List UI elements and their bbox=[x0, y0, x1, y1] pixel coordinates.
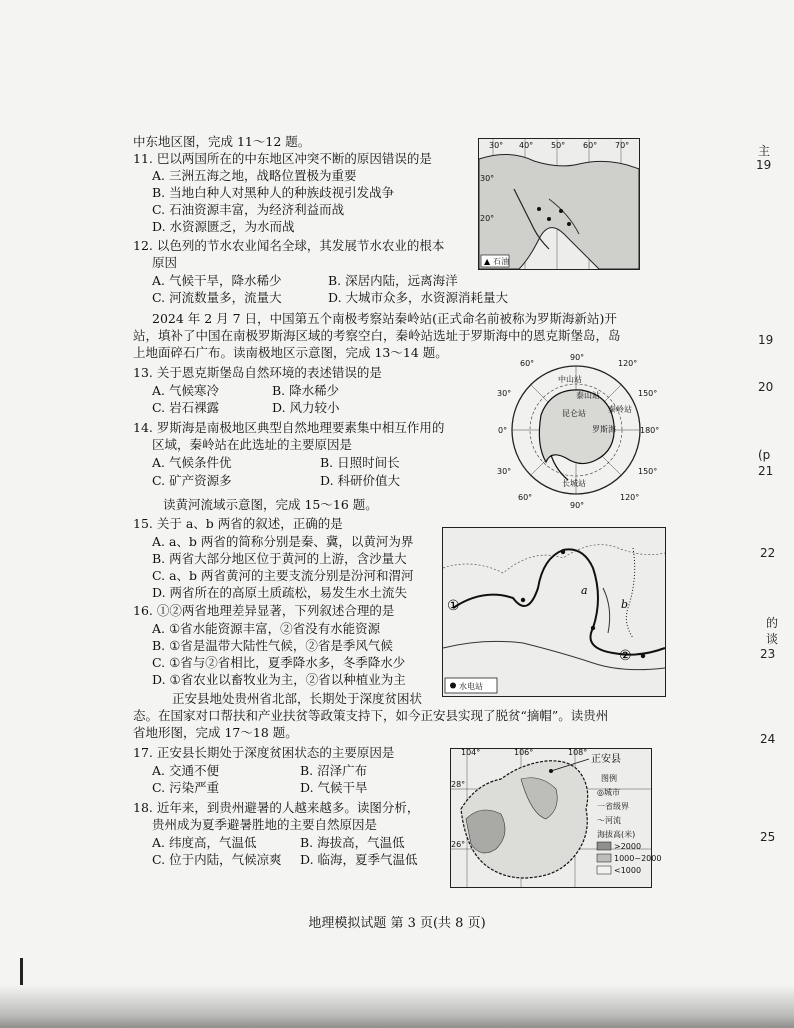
q13-option-a[interactable]: A. 气候寒冷 bbox=[152, 383, 219, 398]
q18-stem: 18. 近年来，到贵州避暑的人越来越多。读图分析， bbox=[133, 800, 420, 815]
q16-option-a[interactable]: A. ①省水能资源丰富，②省没有水能资源 bbox=[152, 621, 381, 636]
legend-border: 一省级界 bbox=[597, 802, 629, 811]
mideast-lon-label: 40° bbox=[519, 141, 534, 150]
edge-mark: 21 bbox=[758, 464, 774, 478]
intro-guizhou-2: 态。在国家对口帮扶和产业扶贫等政策支持下，如今正安县实现了脱贫“摘帽”。读贵州 bbox=[133, 708, 609, 723]
q15-stem: 15. 关于 a、b 两省的叙述，正确的是 bbox=[133, 516, 343, 531]
antarctic-degree-label: 60° bbox=[518, 493, 533, 502]
q18-stem-2: 贵州成为夏季避暑胜地的主要自然原因是 bbox=[152, 817, 378, 832]
q12-option-b[interactable]: B. 深居内陆，远离海洋 bbox=[328, 273, 458, 288]
q14-option-b[interactable]: B. 日照时间长 bbox=[320, 455, 400, 470]
guizhou-lat-label: 28° bbox=[451, 780, 466, 789]
legend-elev-high: >2000 bbox=[614, 842, 642, 851]
edge-mark: 主 bbox=[758, 144, 771, 158]
guizhou-map bbox=[450, 748, 662, 888]
intro-mideast: 中东地区图，完成 11～12 题。 bbox=[133, 134, 311, 149]
svg-text:▲: ▲ bbox=[484, 257, 491, 266]
legend-elevation: 海拔高(米) bbox=[597, 830, 636, 839]
q14-stem: 14. 罗斯海是南极地区典型自然地理要素集中相互作用的 bbox=[133, 420, 445, 435]
q12-stem-2: 原因 bbox=[152, 255, 178, 270]
antarctic-degree-label: 30° bbox=[497, 467, 512, 476]
legend-river: ～河流 bbox=[597, 816, 621, 825]
intro-yellow-river: 读黄河流域示意图，完成 15～16 题。 bbox=[163, 497, 378, 512]
edge-mark: 22 bbox=[760, 546, 776, 560]
edge-mark: 23 bbox=[760, 647, 776, 661]
guizhou-lat-label: 26° bbox=[451, 840, 466, 849]
mideast-lon-label: 30° bbox=[489, 141, 504, 150]
q17-option-b[interactable]: B. 沼泽广布 bbox=[300, 763, 368, 778]
yellow-river-map bbox=[442, 527, 666, 697]
mideast-lon-label: 50° bbox=[551, 141, 566, 150]
q17-stem: 17. 正安县长期处于深度贫困状态的主要原因是 bbox=[133, 745, 395, 760]
intro-guizhou-1: 正安县地处贵州省北部，长期处于深度贫困状 bbox=[172, 691, 423, 706]
antarctic-degree-label: 120° bbox=[620, 493, 640, 502]
guizhou-lon-label: 108° bbox=[568, 748, 588, 757]
marker-province-b: b bbox=[621, 598, 629, 611]
antarctic-degree-label: 150° bbox=[638, 389, 658, 398]
antarctic-degree-label: 150° bbox=[638, 467, 658, 476]
scan-shadow bbox=[0, 985, 794, 1028]
station-changcheng: 长城站 bbox=[562, 479, 586, 488]
q12-option-d[interactable]: D. 大城市众多，水资源消耗量大 bbox=[328, 290, 509, 305]
edge-mark: 19 bbox=[756, 158, 772, 172]
legend-elev-low: <1000 bbox=[614, 866, 642, 875]
mideast-lon-label: 70° bbox=[615, 141, 630, 150]
page-footer: 地理模拟试题 第 3 页(共 8 页) bbox=[308, 916, 486, 931]
intro-antarctic-1: 2024 年 2 月 7 日，中国第五个南极考察站秦岭站(正式命名前被称为罗斯海新站)开 bbox=[152, 311, 617, 326]
antarctic-degree-label: 60° bbox=[520, 359, 535, 368]
q16-option-c[interactable]: C. ①省与②省相比，夏季降水多，冬季降水少 bbox=[152, 655, 406, 670]
q11-option-a[interactable]: A. 三洲五海之地，战略位置极为重要 bbox=[152, 168, 357, 183]
station-qinling: 秦岭站 bbox=[608, 405, 632, 414]
q16-stem: 16. ①②两省地理差异显著，下列叙述合理的是 bbox=[133, 603, 395, 618]
q13-stem: 13. 关于恩克斯堡岛自然环境的表述错误的是 bbox=[133, 365, 382, 380]
mideast-lat-label: 20° bbox=[480, 214, 495, 223]
edge-mark: 谈 bbox=[766, 632, 779, 646]
q11-option-c[interactable]: C. 石油资源丰富，为经济利益而战 bbox=[152, 202, 345, 217]
q15-option-a[interactable]: A. a、b 两省的简称分别是秦、冀，以黄河为界 bbox=[152, 534, 414, 549]
intro-antarctic-3: 上地面碎石广布。读南极地区示意图，完成 13～14 题。 bbox=[133, 345, 448, 360]
antarctic-degree-label: 90° bbox=[570, 501, 585, 510]
q17-option-c[interactable]: C. 污染严重 bbox=[152, 780, 220, 795]
q17-option-a[interactable]: A. 交通不便 bbox=[152, 763, 219, 778]
antarctic-degree-label: 30° bbox=[497, 389, 512, 398]
q12-option-c[interactable]: C. 河流数量多，流量大 bbox=[152, 290, 282, 305]
marker-province-a: a bbox=[581, 584, 588, 597]
antarctic-degree-label: 0° bbox=[498, 426, 508, 435]
intro-guizhou-3: 省地形图，完成 17～18 题。 bbox=[133, 725, 298, 740]
q15-option-d[interactable]: D. 两省所在的高原土质疏松，易发生水土流失 bbox=[152, 585, 408, 600]
station-zhongshan: 中山站 bbox=[558, 375, 582, 384]
q12-stem: 12. 以色列的节水农业闻名全球，其发展节水农业的根本 bbox=[133, 238, 445, 253]
q18-option-b[interactable]: B. 海拔高，气温低 bbox=[300, 835, 405, 850]
edge-mark: 19 bbox=[758, 333, 774, 347]
guizhou-lon-label: 104° bbox=[461, 748, 481, 757]
station-kunlun: 昆仑站 bbox=[562, 409, 586, 418]
q14-option-c[interactable]: C. 矿产资源多 bbox=[152, 473, 232, 488]
marker-province-2: ② bbox=[619, 648, 632, 664]
callout-zhengan: 正安县 bbox=[591, 754, 621, 765]
station-taishan: 泰山站 bbox=[576, 391, 600, 400]
q11-stem: 11. 巴以两国所在的中东地区冲突不断的原因错误的是 bbox=[133, 151, 432, 166]
intro-antarctic-2: 站，填补了中国在南极罗斯海区域的考察空白，秦岭站选址于罗斯海中的恩克斯堡岛，岛 bbox=[133, 328, 621, 343]
mideast-legend: 石油 bbox=[493, 257, 509, 266]
q14-stem-2: 区域，秦岭站在此选址的主要原因是 bbox=[152, 437, 353, 452]
q17-option-d[interactable]: D. 气候干旱 bbox=[300, 780, 368, 795]
antarctic-degree-label: 180° bbox=[640, 426, 660, 435]
antarctic-map bbox=[496, 350, 660, 510]
q14-option-d[interactable]: D. 科研价值大 bbox=[320, 473, 401, 488]
q11-option-d[interactable]: D. 水资源匮乏，为水而战 bbox=[152, 219, 295, 234]
antarctic-degree-label: 120° bbox=[618, 359, 638, 368]
legend-city: ◎城市 bbox=[597, 788, 620, 797]
antarctic-degree-label: 90° bbox=[570, 353, 585, 362]
marker-province-1: ① bbox=[447, 598, 460, 614]
edge-mark: 24 bbox=[760, 732, 776, 746]
legend-elev-mid: 1000~2000 bbox=[614, 854, 662, 863]
q12-option-a[interactable]: A. 气候干旱，降水稀少 bbox=[152, 273, 282, 288]
mideast-lon-label: 60° bbox=[583, 141, 598, 150]
q14-option-a[interactable]: A. 气候条件优 bbox=[152, 455, 232, 470]
q16-option-b[interactable]: B. ①省是温带大陆性气候，②省是季风气候 bbox=[152, 638, 393, 653]
q18-option-d[interactable]: D. 临海，夏季气温低 bbox=[300, 852, 418, 867]
q18-option-a[interactable]: A. 纬度高，气温低 bbox=[152, 835, 257, 850]
legend-title: 图例 bbox=[601, 774, 617, 783]
edge-mark: 25 bbox=[760, 830, 776, 844]
q11-option-b[interactable]: B. 当地白种人对黑种人的种族歧视引发战争 bbox=[152, 185, 395, 200]
yellow-legend: 水电站 bbox=[459, 682, 483, 691]
q15-option-c[interactable]: C. a、b 两省黄河的主要支流分别是汾河和渭河 bbox=[152, 568, 414, 583]
ross-sea: 罗斯海 bbox=[592, 425, 616, 434]
q13-option-b[interactable]: B. 降水稀少 bbox=[272, 383, 340, 398]
edge-mark: (p bbox=[758, 448, 771, 462]
q13-option-d[interactable]: D. 风力较小 bbox=[272, 400, 340, 415]
q15-option-b[interactable]: B. 两省大部分地区位于黄河的上游，含沙量大 bbox=[152, 551, 407, 566]
q16-option-d[interactable]: D. ①省农业以畜牧业为主，②省以种植业为主 bbox=[152, 672, 406, 687]
q18-option-c[interactable]: C. 位于内陆，气候凉爽 bbox=[152, 852, 282, 867]
guizhou-lon-label: 106° bbox=[514, 748, 534, 757]
mideast-lat-label: 30° bbox=[480, 174, 495, 183]
q13-option-c[interactable]: C. 岩石裸露 bbox=[152, 400, 220, 415]
edge-mark: 20 bbox=[758, 380, 774, 394]
edge-mark: 的 bbox=[766, 616, 779, 630]
mideast-map bbox=[478, 138, 640, 270]
